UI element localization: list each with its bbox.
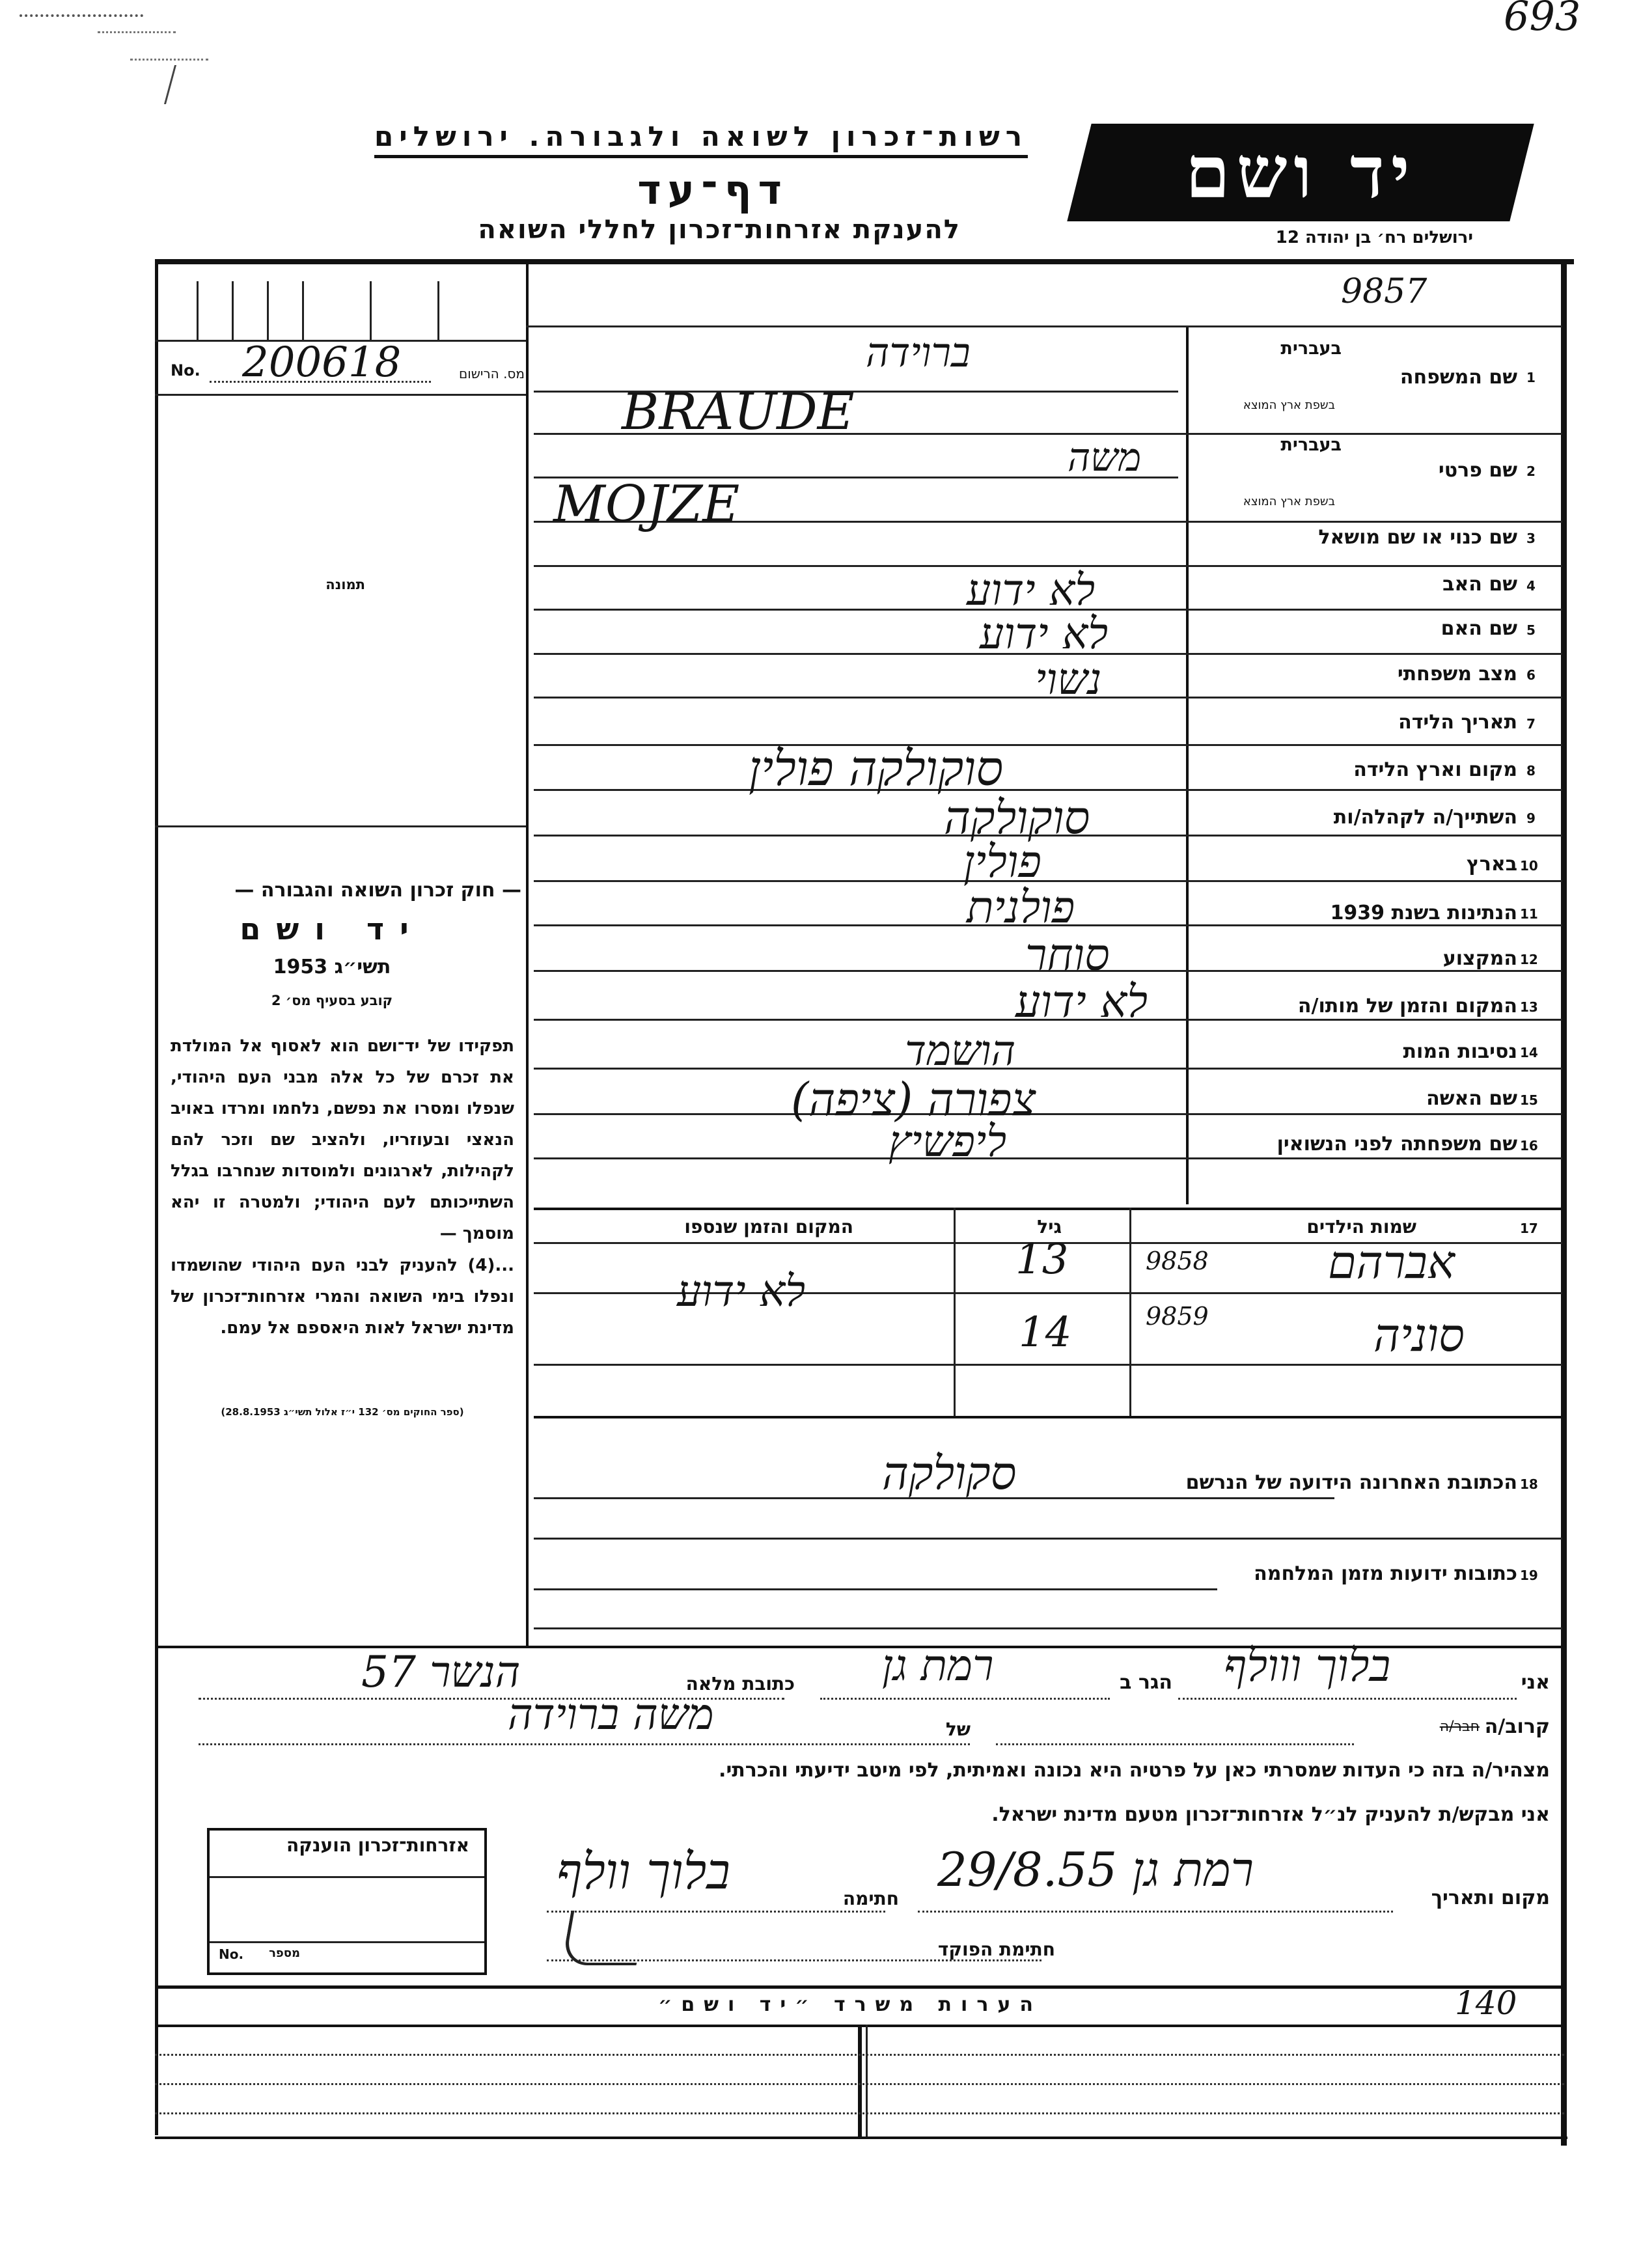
law-clause: קובע בסעיף מס׳ 2 xyxy=(271,993,393,1008)
children-col-place: המקום והזמן שנספו xyxy=(684,1216,853,1238)
place-date-dotted xyxy=(918,1911,1393,1913)
field-7-label: תאריך הלידה xyxy=(1398,711,1517,734)
child-1-ref: 9858 xyxy=(1146,1247,1209,1275)
photo-label: תמונה xyxy=(325,577,365,592)
law-paragraph-2: ...(4) להעניק לבני העם היהודי שהושמדו ונפלו בימי השואה והמרי אזרחות־זכרון של מדינת ישראל לאות היאספם אל עמם. xyxy=(171,1256,514,1338)
granted-box-title: אזרחות־זכרון הוענקה xyxy=(286,1834,469,1856)
field-15-value: צפורה (ציפה) xyxy=(791,1073,1036,1126)
law-dash-title: — חוק זכרון השואה והגבורה — xyxy=(234,879,521,902)
place-date-label: מקום ותאריך xyxy=(1431,1887,1550,1909)
field-1-label: שם המשפחה xyxy=(1400,366,1517,389)
scan-noise xyxy=(20,14,143,21)
field-6-number: 6 xyxy=(1526,667,1536,683)
office-divider-2 xyxy=(866,2025,868,2137)
field-5-value: לא ידוע xyxy=(980,609,1109,659)
child-1-place: לא ידוע xyxy=(677,1266,806,1316)
tick-line xyxy=(437,281,439,340)
children-col-names: שמות הילדים xyxy=(1306,1216,1416,1238)
field-15-label: שם האשה xyxy=(1426,1087,1517,1110)
field-9-value: סוקולקה xyxy=(944,791,1090,844)
law-year: תשי״ג 1953 xyxy=(273,956,391,978)
tick-line xyxy=(370,281,372,340)
field-1-number: 1 xyxy=(1526,370,1536,385)
children-col-divider xyxy=(954,1208,956,1416)
field-3-number: 3 xyxy=(1526,531,1536,546)
row-line xyxy=(534,744,1562,746)
field-16-value: ליפשיץ xyxy=(889,1116,1007,1167)
field-4-value: לא ידוע xyxy=(967,565,1096,615)
field-8-label: מקום וארץ הלידה xyxy=(1353,758,1517,781)
granted-box-number-label: מספר xyxy=(269,1946,300,1960)
signature-value: בלוך וולף xyxy=(557,1842,730,1900)
children-col-divider xyxy=(1129,1208,1131,1416)
field-9-label: השתייך/ה לקהלה/ות xyxy=(1333,806,1517,829)
registration-dotted xyxy=(210,381,431,383)
tick-line xyxy=(197,281,199,340)
ani-dotted xyxy=(1178,1698,1517,1700)
row-line xyxy=(534,1113,1562,1115)
office-line xyxy=(155,2083,1564,2085)
registration-label: מס. הרישום xyxy=(459,366,525,381)
officer-signature-mark xyxy=(562,1911,646,1965)
field-12-value: סוחר xyxy=(1025,930,1110,981)
field-6-label: מצב משפחתי xyxy=(1397,663,1517,685)
office-remarks-label: הערות משרד ״יד ושם״ xyxy=(658,1993,1042,2016)
tick-line xyxy=(232,281,234,340)
resides-dotted xyxy=(820,1698,1110,1700)
officer-signature-label: חתימת הפוקד xyxy=(937,1939,1055,1960)
declaration-resides-value: רמת גן xyxy=(882,1640,994,1691)
field-19-number: 19 xyxy=(1520,1568,1538,1583)
field-2-value-origin: MOJZE xyxy=(553,475,740,534)
row-line xyxy=(534,1157,1562,1159)
field-8-number: 8 xyxy=(1526,763,1536,779)
child-2-name: סוניה xyxy=(1373,1308,1465,1362)
granted-box-no: No. xyxy=(219,1946,244,1962)
field-12-label: המקצוע xyxy=(1442,947,1517,970)
frame-top xyxy=(155,259,1574,264)
declaration-relation-struck: חבר/ה xyxy=(1439,1719,1480,1735)
of-dotted xyxy=(199,1743,970,1745)
field-10-number: 10 xyxy=(1520,858,1538,874)
row-line xyxy=(534,1068,1562,1070)
section-line xyxy=(534,1416,1562,1418)
field-1-sub-hebrew: בעברית xyxy=(1280,339,1342,359)
frame-bottom xyxy=(155,2137,1567,2139)
field-13-number: 13 xyxy=(1520,999,1538,1015)
office-divider xyxy=(858,2025,862,2137)
field-5-label: שם האם xyxy=(1441,617,1517,640)
logo-lettering: יד ושם xyxy=(1185,130,1416,214)
field-8-value: סוקולקה פולין xyxy=(749,741,1004,797)
field-12-number: 12 xyxy=(1520,952,1538,967)
field-11-label: הנתינות בשנת 1939 xyxy=(1330,902,1517,924)
yad-vashem-logo xyxy=(1067,124,1534,221)
field-2-value-hebrew: משה xyxy=(1068,435,1142,480)
field-9-number: 9 xyxy=(1526,810,1536,826)
field-1-sub-origin: בשפת ארץ המוצא xyxy=(1243,398,1335,412)
section-line xyxy=(534,1208,1562,1210)
tick-line xyxy=(267,281,269,340)
field-4-number: 4 xyxy=(1526,578,1536,594)
field-14-value: הושמד xyxy=(905,1027,1016,1075)
field-15-number: 15 xyxy=(1520,1092,1538,1108)
field-19-line xyxy=(534,1588,1217,1590)
field-14-number: 14 xyxy=(1520,1045,1538,1060)
field-2-sub-hebrew: בעברית xyxy=(1280,435,1342,455)
corner-number: 693 xyxy=(1504,0,1581,40)
frame-left xyxy=(155,259,158,2135)
declaration-of-label: של xyxy=(945,1719,971,1740)
field-4-label: שם האב xyxy=(1442,573,1517,596)
field-19-label: כתובות ידועות מזמן המלחמה xyxy=(1254,1562,1517,1585)
office-line xyxy=(155,2054,1564,2056)
field-1-value-hebrew: ברוידה xyxy=(866,329,971,376)
office-top-line xyxy=(155,1985,1564,1989)
field-18-value: סקולקה xyxy=(882,1446,1017,1500)
child-2-ref: 9859 xyxy=(1146,1302,1209,1331)
registration-no-label: No. xyxy=(171,361,200,380)
header-title: דף־עד xyxy=(637,166,788,214)
header-authority: רשות־זכרון לשואה ולגבורה. ירושלים xyxy=(374,120,1028,158)
scan-noise xyxy=(164,65,189,104)
signature-label: חתימה xyxy=(842,1888,899,1909)
scan-noise xyxy=(98,31,176,37)
child-1-age: 13 xyxy=(1015,1236,1069,1284)
granted-box-line xyxy=(210,1941,484,1943)
field-6-value: נשוי xyxy=(1035,654,1102,704)
children-col-age: גיל xyxy=(1037,1216,1062,1238)
law-paragraph-1: תפקידו של יד־ושם הוא לאסוף אל המולדת את זכרם של כל אלה מבני העם היהודי, שנפלו ומסרו את נפשם, נלחמו ומרדו באויב הנאצי ובעוזריו, ולהציב שם וזכר להם לקהילות, לארגונים ולמוסדות שנחרבו בגלל השתייכותם לעם היהודי; ולמטרה זו יהא מוסמך — xyxy=(171,1036,514,1243)
field-18-label: הכתובת האחרונה הידועה של הנרשם xyxy=(1185,1471,1517,1494)
declaration-address-value: הנשר 57 xyxy=(361,1647,521,1697)
field-14-label: נסיבות המות xyxy=(1403,1040,1517,1063)
left-column-divider xyxy=(526,259,529,1646)
law-source: (ספר החוקים מס׳ 132 י״ז אלול תשי״ג 28.8.1953) xyxy=(221,1406,464,1418)
field-5-number: 5 xyxy=(1526,622,1536,638)
declaration-ani-label: אני xyxy=(1521,1671,1550,1694)
declaration-address-label: כתובת מלאה xyxy=(685,1673,795,1694)
photo-bottom-line xyxy=(155,825,526,827)
tick-line xyxy=(302,281,304,340)
office-number: 140 xyxy=(1455,1984,1517,2022)
place-date-value: רמת גן 29/8.55 xyxy=(937,1842,1254,1897)
declaration-ani-value: בלוך ווולף xyxy=(1224,1640,1391,1692)
field-16-label: שם משפחתה לפני הנשואין xyxy=(1276,1133,1517,1155)
field-18-line xyxy=(534,1497,1334,1499)
file-number-line xyxy=(526,325,1562,327)
file-number: 9857 xyxy=(1341,272,1427,311)
field-13-label: המקום והזמן של מותו/ה xyxy=(1297,995,1517,1017)
field-3-label: שם כנוי או שם מושאל xyxy=(1318,526,1517,549)
field-19-line-2 xyxy=(534,1627,1562,1629)
frame-right xyxy=(1561,259,1567,2146)
field-2-label: שם פרטי xyxy=(1438,459,1517,482)
field-18-line-2 xyxy=(534,1538,1562,1540)
registration-number: 200618 xyxy=(242,339,402,387)
header-subtitle: להענקת אזרחות־זכרון לחללי השואה xyxy=(478,215,961,245)
office-line xyxy=(155,2112,1564,2114)
field-18-number: 18 xyxy=(1520,1476,1538,1492)
scan-noise xyxy=(130,59,208,64)
label-column-divider xyxy=(1186,325,1189,1204)
header-address: ירושלים רח׳ בן יהודה 12 xyxy=(1275,228,1473,247)
law-name: יד ושם xyxy=(240,911,424,947)
field-10-label: בארץ xyxy=(1466,853,1517,876)
field-11-value: פולנית xyxy=(967,882,1075,933)
field-13-value: לא ידוע xyxy=(1015,976,1148,1028)
declaration-resides-label: הגר ב xyxy=(1120,1671,1172,1694)
granted-box-line xyxy=(210,1876,484,1878)
field-2-number: 2 xyxy=(1526,463,1536,479)
declaration-request: אני מבקש/ת להעניק לנ״ל אזרחות־זכרון מטעם מדינת ישראל. xyxy=(991,1803,1550,1826)
registration-line xyxy=(155,394,526,396)
declaration-relation-label: קרוב/ה xyxy=(1484,1715,1550,1738)
field-2-sub-origin: בשפת ארץ המוצא xyxy=(1243,495,1335,508)
relation-dotted xyxy=(996,1743,1354,1745)
field-7-number: 7 xyxy=(1526,716,1536,732)
declaration-of-value: משה ברוידה xyxy=(508,1689,714,1739)
field-11-number: 11 xyxy=(1520,906,1538,922)
child-2-age: 14 xyxy=(1019,1308,1072,1357)
field-16-number: 16 xyxy=(1520,1138,1538,1154)
child-1-name: אברהם xyxy=(1328,1236,1455,1289)
field-1-value-origin: BRAUDE xyxy=(622,383,855,441)
field-10-value: פולין xyxy=(963,837,1041,888)
children-row-line xyxy=(534,1364,1562,1366)
declaration-statement: מצהיר/ה בזה כי העדות שמסרתי כאן על פרטיה היא נכונה ואמיתית, לפי מיטב ידיעתי והכרתי. xyxy=(719,1759,1550,1782)
children-number: 17 xyxy=(1520,1221,1538,1236)
